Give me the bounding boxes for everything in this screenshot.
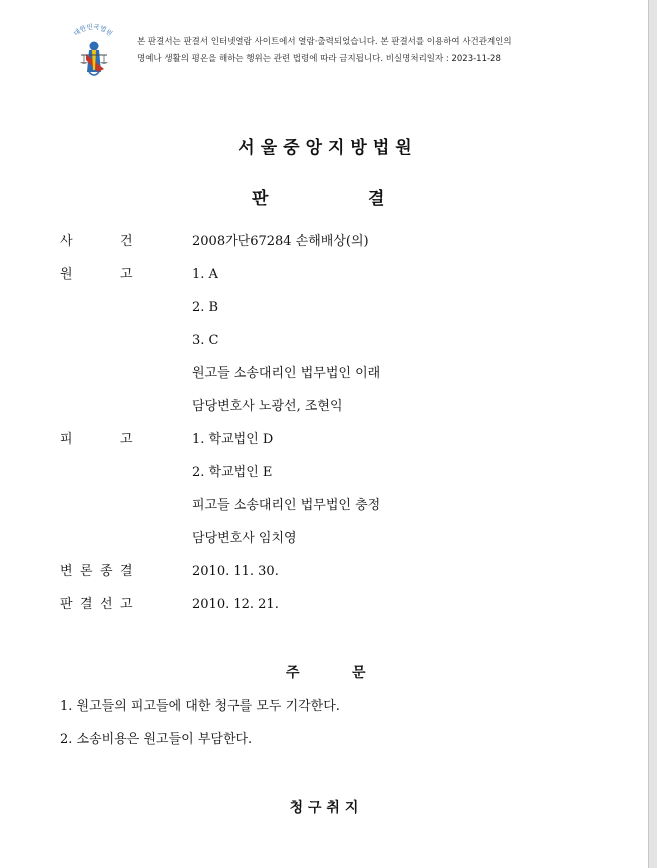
plaintiff-line: 2. B <box>192 300 219 315</box>
defendant-label: 피 고 <box>60 432 133 447</box>
defendant-counsel: 피고들 소송대리인 법무법인 충정 <box>192 498 381 513</box>
notice-header <box>62 22 622 72</box>
defendant-line: 2. 학교법인 E <box>192 465 273 480</box>
case-label: 사 건 <box>60 234 133 249</box>
plaintiff-line: 3. C <box>192 333 219 348</box>
sentence-label: 판 결 선 고 <box>60 597 133 612</box>
plaintiff-counsel: 원고들 소송대리인 법무법인 이래 <box>192 366 381 381</box>
notice-line: 본 판결서는 판결서 인터넷열람 사이트에서 열람·출력되었습니다. 본 판결서를 이용하여 사건관계인의 <box>137 37 512 47</box>
judgment-item: 2. 소송비용은 원고들이 부담한다. <box>60 732 253 747</box>
claim-title: 청 구 취 지 <box>289 800 359 816</box>
judgment-item: 1. 원고들의 피고들에 대한 청구를 모두 기각한다. <box>60 699 340 714</box>
defendant-line: 1. 학교법인 D <box>192 432 274 447</box>
closing-date: 2010. 11. 30. <box>192 564 279 579</box>
judgment-title: 주 문 <box>286 665 366 681</box>
closing-label: 변 론 종 결 <box>60 564 133 579</box>
svg-text:대한민국법원: 대한민국법원 <box>72 22 114 38</box>
plaintiff-attorneys: 담당변호사 노광선, 조현익 <box>192 399 343 414</box>
defendant-attorney: 담당변호사 임치영 <box>192 531 297 546</box>
plaintiff-label: 원 고 <box>60 267 133 282</box>
court-seal-icon <box>62 22 124 80</box>
court-name: 서울중앙지방법원 <box>238 138 418 158</box>
plaintiff-line: 1. A <box>192 267 218 282</box>
notice-line: 명예나 생활의 평온을 해하는 행위는 관련 법령에 따라 금지됩니다. 비실명처리일자 : 2023-11-28 <box>137 54 501 64</box>
document-title: 판 결 <box>252 189 385 209</box>
sentence-date: 2010. 12. 21. <box>192 597 279 612</box>
case-number: 2008가단67284 손해배상(의) <box>192 234 369 249</box>
